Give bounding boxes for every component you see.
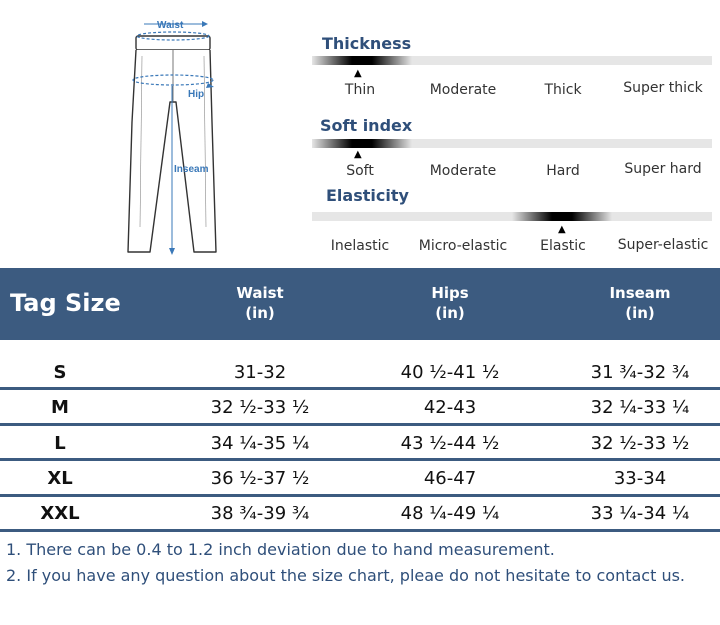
thickness-title: Thickness [322, 34, 412, 53]
size-cell: XXL [40, 503, 80, 524]
soft-index-marker-icon: ▲ [354, 149, 362, 160]
hips-cell: 48 ¼-49 ¼ [400, 503, 500, 524]
row-divider [0, 458, 720, 461]
thickness-option-moderate: Moderate [429, 82, 497, 98]
elasticity-title: Elasticity [326, 186, 409, 205]
row-divider [0, 387, 720, 390]
table-row [0, 462, 720, 496]
thickness-option-super-thick: Super thick [623, 80, 703, 96]
waist-cell: 38 ¾-39 ¾ [210, 503, 310, 524]
thickness-marker-icon: ▲ [354, 68, 362, 79]
waist-cell: 31-32 [233, 362, 287, 383]
elasticity-marker-icon: ▲ [558, 224, 566, 235]
size-cell: S [53, 362, 67, 383]
hips-header-unit: (in) [435, 304, 465, 322]
thickness-bar [312, 56, 712, 65]
soft-option-hard: Hard [546, 163, 580, 179]
waist-cell: 34 ¼-35 ¼ [210, 433, 310, 454]
elasticity-bar [312, 212, 712, 221]
soft-index-indicator [312, 139, 412, 148]
table-row [0, 391, 720, 425]
waist-cell: 36 ½-37 ½ [210, 468, 310, 489]
size-table-header [0, 268, 720, 340]
inseam-cell: 32 ¼-33 ¼ [590, 397, 690, 418]
inseam-cell: 31 ¾-32 ¾ [590, 362, 690, 383]
soft-option-moderate: Moderate [429, 163, 497, 179]
hips-cell: 42-43 [423, 397, 477, 418]
soft-index-bar [312, 139, 712, 148]
waist-header-unit: (in) [245, 304, 275, 322]
table-row [0, 356, 720, 390]
hips-cell: 43 ½-44 ½ [400, 433, 500, 454]
size-cell: L [54, 433, 66, 454]
inseam-header [580, 283, 700, 323]
tag-size-header: Tag Size [10, 289, 121, 317]
soft-option-soft: Soft [346, 163, 374, 179]
note-contact: 2. If you have any question about the size chart, pleae do not hesitate to contact us. [6, 566, 686, 585]
hips-cell: 46-47 [423, 468, 477, 489]
table-row [0, 427, 720, 461]
inseam-dimension-label: Inseam [174, 164, 209, 175]
size-cell: M [51, 397, 69, 418]
inseam-cell: 32 ½-33 ½ [590, 433, 690, 454]
hips-header [390, 283, 510, 323]
elasticity-indicator [512, 212, 612, 221]
waist-cell: 32 ½-33 ½ [210, 397, 310, 418]
soft-index-title: Soft index [320, 116, 413, 135]
waist-dimension-label: Waist [157, 20, 184, 31]
inseam-header-label: Inseam [609, 284, 671, 302]
thickness-indicator [312, 56, 412, 65]
table-row [0, 497, 720, 531]
elastic-option-inelastic: Inelastic [330, 238, 390, 254]
note-deviation: 1. There can be 0.4 to 1.2 inch deviation due to hand measurement. [6, 540, 555, 559]
hips-header-label: Hips [431, 284, 469, 302]
inseam-cell: 33-34 [613, 468, 667, 489]
size-cell: XL [47, 468, 73, 489]
hip-dimension-label: Hip [188, 89, 205, 100]
inseam-cell: 33 ¼-34 ¼ [590, 503, 690, 524]
elastic-option-super-elastic: Super-elastic [617, 237, 709, 253]
elastic-option-elastic: Elastic [540, 238, 586, 254]
soft-option-super-hard: Super hard [624, 161, 702, 177]
hips-cell: 40 ½-41 ½ [400, 362, 500, 383]
pants-drawing [110, 12, 240, 262]
waist-header [200, 283, 320, 323]
row-divider [0, 529, 720, 532]
thickness-option-thick: Thick [544, 82, 582, 98]
inseam-header-unit: (in) [625, 304, 655, 322]
row-divider [0, 423, 720, 426]
elastic-option-micro-elastic: Micro-elastic [418, 238, 508, 254]
thickness-option-thin: Thin [344, 82, 376, 98]
waist-header-label: Waist [236, 284, 284, 302]
pants-illustration [110, 12, 240, 262]
